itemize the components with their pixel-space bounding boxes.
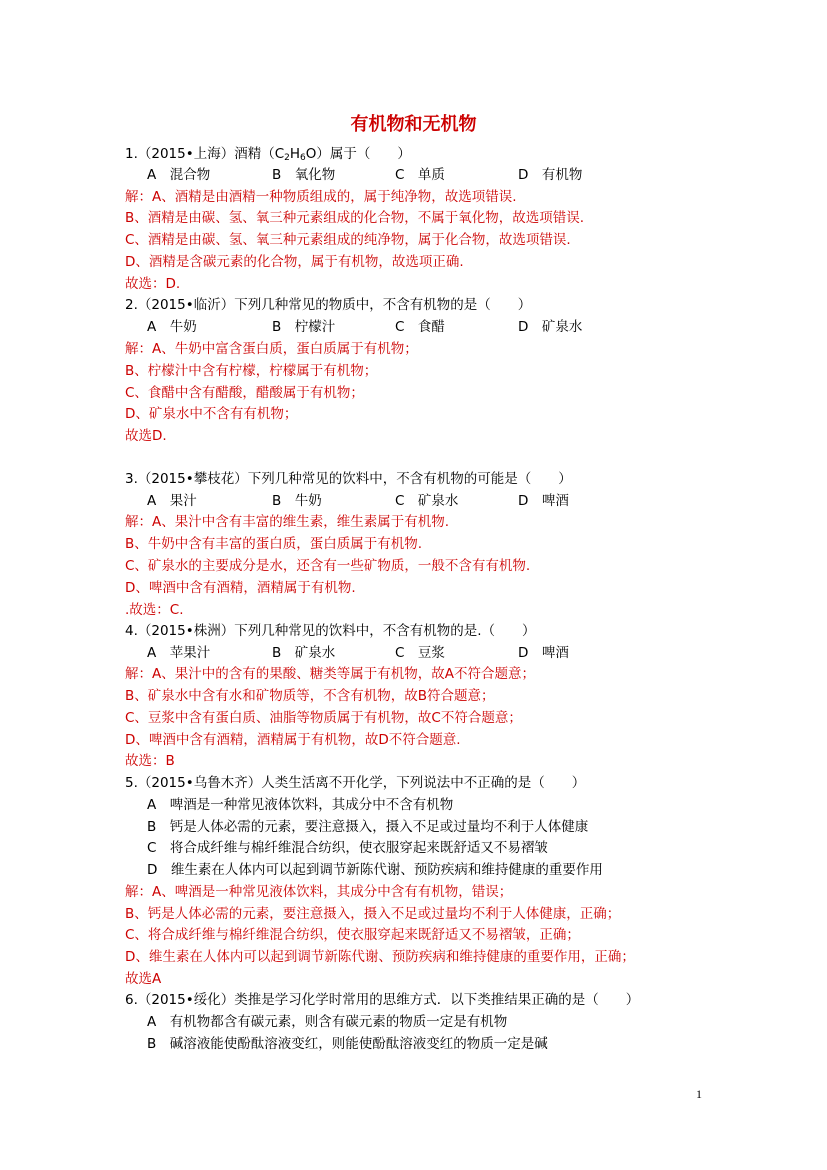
option-d: D 啤酒 bbox=[518, 493, 569, 509]
option-b: B 钙是人体必需的元素，要注意摄入，摄入不足或过量均不利于人体健康 bbox=[147, 819, 589, 835]
solution-line: D、维生素在人体内可以起到调节新陈代谢、预防疾病和维持健康的重要作用，正确； bbox=[125, 949, 635, 965]
solution-line: C、酒精是由碳、氢、氧三种元素组成的纯净物，属于化合物，故选项错误. bbox=[125, 232, 571, 248]
solution-line: B、柠檬汁中含有柠檬，柠檬属于有机物； bbox=[125, 363, 378, 379]
option-d: D 矿泉水 bbox=[518, 319, 583, 335]
solution-line: B、矿泉水中含有水和矿物质等，不含有机物，故B符合题意； bbox=[125, 688, 495, 704]
option-a: A 果汁 bbox=[147, 493, 197, 509]
question-3-options bbox=[0, 490, 827, 512]
solution-line: C、豆浆中含有蛋白质、油脂等物质属于有机物，故C不符合题意； bbox=[125, 710, 522, 726]
solution-line: B、酒精是由碳、氢、氧三种元素组成的化合物，不属于氧化物，故选项错误. bbox=[125, 210, 585, 226]
question-4-stem: 4.（2015•株洲）下列几种常见的饮料中，不含有机物的是.（ ） bbox=[125, 623, 536, 639]
answer-line: 故选A bbox=[125, 971, 162, 987]
solution-line: 解：A、果汁中含有丰富的维生素，维生素属于有机物. bbox=[125, 514, 450, 530]
option-c: C 矿泉水 bbox=[395, 493, 459, 509]
question-1-options bbox=[0, 164, 827, 186]
option-a: A 混合物 bbox=[147, 167, 211, 183]
answer-line: 故选：D. bbox=[125, 276, 181, 292]
option-b: B 柠檬汁 bbox=[272, 319, 336, 335]
page-title: 有机物和无机物 bbox=[350, 114, 477, 135]
option-a: A 苹果汁 bbox=[147, 645, 211, 661]
solution-line: D、酒精是含碳元素的化合物，属于有机物，故选项正确. bbox=[125, 254, 464, 270]
question-1-stem: 1.（2015•上海）酒精$(C_2H_6O)$属于（ ） bbox=[125, 146, 411, 163]
solution-line: 解：A、牛奶中富含蛋白质，蛋白质属于有机物； bbox=[125, 341, 418, 357]
solution-line: 解：A、果汁中的含有的果酸、糖类等属于有机物，故A不符合题意； bbox=[125, 666, 535, 682]
answer-line: .故选：C. bbox=[125, 602, 184, 618]
solution-line: B、钙是人体必需的元素，要注意摄入，摄入不足或过量均不利于人体健康，正确； bbox=[125, 906, 621, 922]
option-b: B 碱溶液能使酚酞溶液变红，则能使酚酞溶液变红的物质一定是碱 bbox=[147, 1036, 548, 1052]
option-c: C 食醋 bbox=[395, 319, 445, 335]
option-b: B 氧化物 bbox=[272, 167, 336, 183]
question-5-stem: 5.（2015•乌鲁木齐）人类生活离不开化学，下列说法中不正确的是（ ） bbox=[125, 775, 586, 791]
option-a: A 牛奶 bbox=[147, 319, 197, 335]
option-a: A 啤酒是一种常见液体饮料，其成分中不含有机物 bbox=[147, 797, 454, 813]
page-number: 1 bbox=[696, 1087, 702, 1101]
option-c: C 单质 bbox=[395, 167, 445, 183]
solution-line: 解：A、啤酒是一种常见液体饮料，其成分中含有有机物，错误； bbox=[125, 884, 513, 900]
solution-line: B、牛奶中含有丰富的蛋白质，蛋白质属于有机物. bbox=[125, 536, 423, 552]
option-b: B 牛奶 bbox=[272, 493, 322, 509]
option-d: D 维生素在人体内可以起到调节新陈代谢、预防疾病和维持健康的重要作用 bbox=[147, 862, 603, 878]
answer-line: 故选：B bbox=[125, 753, 175, 769]
solution-line: C、将合成纤维与棉纤维混合纺织，使衣服穿起来既舒适又不易褶皱，正确； bbox=[125, 927, 580, 943]
solution-line: C、矿泉水的主要成分是水，还含有一些矿物质，一般不含有有机物. bbox=[125, 558, 531, 574]
question-4-options bbox=[0, 642, 827, 664]
solution-line: D、啤酒中含有酒精，酒精属于有机物，故D不符合题意. bbox=[125, 732, 461, 748]
solution-line: C、食醋中含有醋酸，醋酸属于有机物； bbox=[125, 385, 364, 401]
option-b: B 矿泉水 bbox=[272, 645, 336, 661]
question-2-stem: 2.（2015•临沂）下列几种常见的物质中，不含有机物的是（ ） bbox=[125, 297, 532, 313]
option-c: C 豆浆 bbox=[395, 645, 445, 661]
option-d: D 有机物 bbox=[518, 167, 583, 183]
question-6-stem: 6.（2015•绥化）类推是学习化学时常用的思维方式．以下类推结果正确的是（ ） bbox=[125, 992, 640, 1008]
option-a: A 有机物都含有碳元素，则含有碳元素的物质一定是有机物 bbox=[147, 1014, 508, 1030]
solution-line: 解：A、酒精是由酒精一种物质组成的，属于纯净物，故选项错误. bbox=[125, 189, 517, 205]
option-d: D 啤酒 bbox=[518, 645, 569, 661]
question-2-options bbox=[0, 316, 827, 338]
option-c: C 将合成纤维与棉纤维混合纺织，使衣服穿起来既舒适又不易褶皱 bbox=[147, 840, 548, 856]
solution-line: D、啤酒中含有酒精，酒精属于有机物. bbox=[125, 580, 356, 596]
answer-line: 故选D. bbox=[125, 428, 167, 444]
question-3-stem: 3.（2015•攀枝花）下列几种常见的饮料中，不含有机物的可能是（ ） bbox=[125, 471, 572, 487]
solution-line: D、矿泉水中不含有有机物； bbox=[125, 406, 298, 422]
